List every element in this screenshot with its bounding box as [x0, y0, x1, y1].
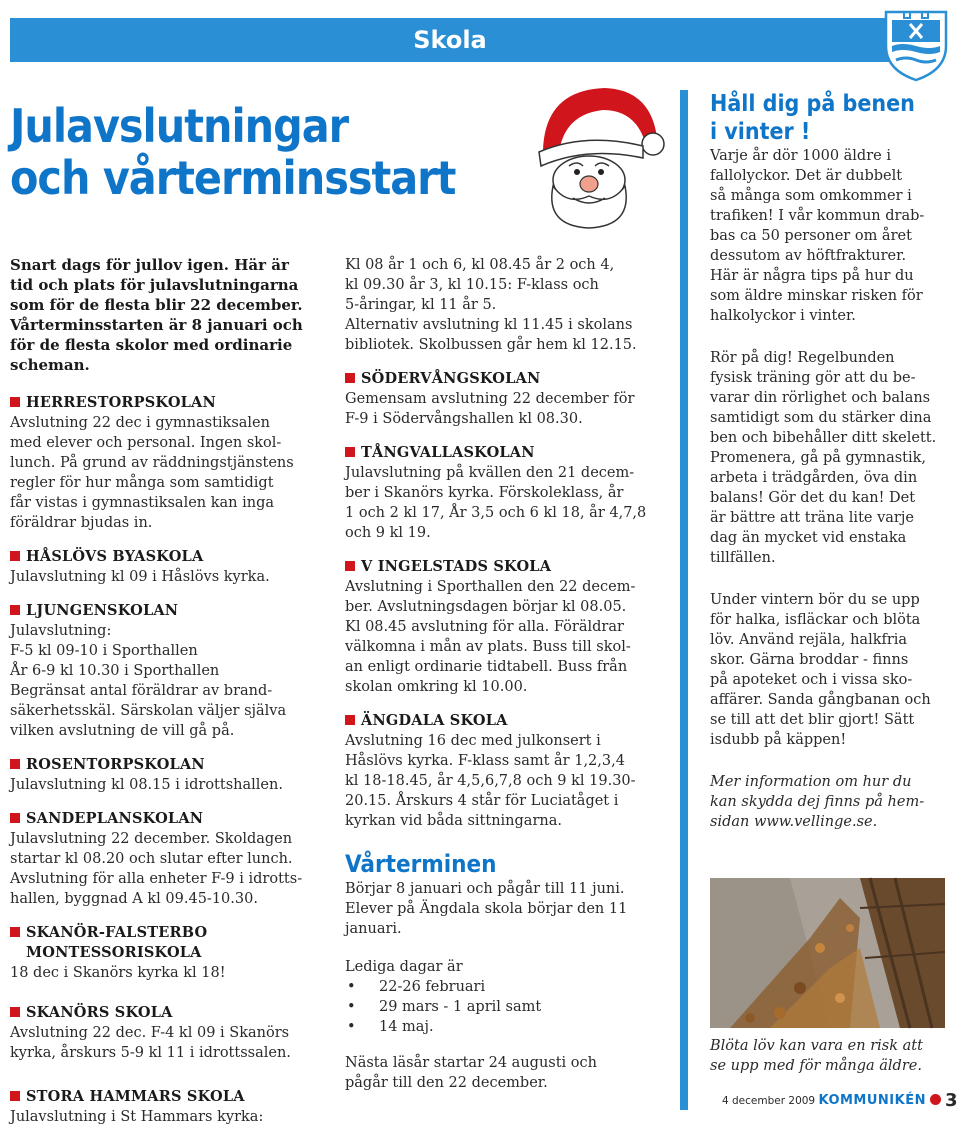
- text-line: Avslutning 22 dec. F-4 kl 09 i Skanörs: [10, 1025, 290, 1041]
- more-info-paragraph: [710, 772, 950, 832]
- text-line: Kl 08.45 avslutning för alla. Föräldrar: [345, 619, 624, 635]
- text-line: kyrkan vid båda sittningarna.: [345, 813, 562, 829]
- nasta-lasar-paragraph: [345, 1053, 665, 1093]
- text-line: startar kl 08.20 och slutar efter lunch.: [10, 851, 293, 867]
- text-line: Avslutning 16 dec med julkonsert i: [345, 733, 601, 749]
- list-item: • 29 mars - 1 april samt: [345, 997, 665, 1017]
- text-line: Promenera, gå på gymnastik,: [710, 450, 927, 466]
- lediga-dagar-label: Lediga dagar är: [345, 959, 463, 975]
- text-line: Julavslutning kl 08.15 i idrottshallen.: [10, 777, 283, 793]
- varterminen-paragraph: [345, 879, 665, 939]
- school-title: HERRESTORPSKOLAN: [10, 393, 310, 413]
- school-title: HÅSLÖVS BYASKOLA: [10, 547, 310, 567]
- text-line: med elever och personal. Ingen skol-: [10, 435, 282, 451]
- text-line: F-5 kl 09-10 i Sporthallen: [10, 643, 198, 659]
- text-line: Under vintern bör du se upp: [710, 592, 920, 608]
- text-line: på apoteket och i vissa sko-: [710, 672, 913, 688]
- text-line: lunch. På grund av räddningstjänstens: [10, 455, 294, 471]
- text-line: kl 09.30 år 3, kl 10.15: F-klass och: [345, 277, 599, 293]
- school-title: LJUNGENSKOLAN: [10, 601, 310, 621]
- school-title-line: MONTESSORISKOLA: [26, 944, 202, 961]
- text-line: balans! Gör det du kan! Det: [710, 490, 916, 506]
- text-line: Julavslutning på kvällen den 21 decem-: [345, 465, 635, 481]
- text-line: hallen, byggnad A kl 09.45-10.30.: [10, 891, 258, 907]
- text-line: se upp med för många äldre.: [710, 1058, 922, 1074]
- school-section-rosentorp: [10, 755, 310, 795]
- text-line: Avslutning i Sporthallen den 22 decem-: [345, 579, 636, 595]
- varterminen-heading: Vårterminen: [345, 850, 497, 878]
- text-line: isdubb på käppen!: [710, 732, 847, 748]
- text-line: trafiken! I vår kommun drab-: [710, 208, 925, 224]
- red-square-bullet-icon: [345, 373, 355, 383]
- heading-line: Håll dig på benen: [710, 91, 915, 117]
- school-title: TÅNGVALLASKOLAN: [345, 443, 665, 463]
- red-square-bullet-icon: [10, 927, 20, 937]
- text-line: för de flesta skolor med ordinarie: [10, 336, 293, 354]
- text-line: Blöta löv kan vara en risk att: [710, 1038, 923, 1054]
- text-line: År 6-9 kl 10.30 i Sporthallen: [10, 663, 220, 679]
- text-line: sidan www.vellinge.se.: [710, 814, 878, 830]
- text-line: 5-åringar, kl 11 år 5.: [345, 297, 497, 313]
- text-line: 1 och 2 kl 17, År 3,5 och 6 kl 18, år 4,7,8: [345, 505, 647, 521]
- continued-paragraph: [345, 255, 665, 355]
- text-line: bas ca 50 personer om året: [710, 228, 912, 244]
- text-line: säkerhetsskäl. Särskolan väljer själva: [10, 703, 287, 719]
- text-line: välkomna i mån av plats. Buss till skol-: [345, 639, 631, 655]
- red-dot-icon: [930, 1094, 941, 1105]
- red-square-bullet-icon: [10, 759, 20, 769]
- text-line: Avslutning för alla enheter F-9 i idrotts-: [10, 871, 303, 887]
- text-line: Julavslutning 22 december. Skoldagen: [10, 831, 293, 847]
- school-title: SKANÖRS SKOLA: [10, 1003, 310, 1023]
- text-line: ber i Skanörs kyrka. Förskoleklass, år: [345, 485, 624, 501]
- text-line: tid och plats för julavslutningarna: [10, 276, 299, 294]
- text-line: och 9 kl 19.: [345, 525, 431, 541]
- left-column: [10, 255, 310, 1127]
- text-line: Här är några tips på hur du: [710, 268, 914, 284]
- school-title: SKANÖR-FALSTERBO: [10, 923, 310, 943]
- list-item: • 22-26 februari: [345, 977, 665, 997]
- text-line: affärer. Sanda gångbanan och: [710, 692, 931, 708]
- sidebar-paragraph: [710, 146, 950, 326]
- text-line: fysisk träning gör att du be-: [710, 370, 916, 386]
- school-section-haslovs: [10, 547, 310, 587]
- school-section-tangvalla: [345, 443, 665, 543]
- list-item: • 14 maj.: [345, 1017, 665, 1037]
- text-line: kyrka, årskurs 5-9 kl 11 i idrottssalen.: [10, 1045, 291, 1061]
- text-line: för halka, isfläckar och blöta: [710, 612, 921, 628]
- red-square-bullet-icon: [10, 551, 20, 561]
- school-section-stora-hammars: [10, 1087, 310, 1127]
- text-line: dag än mycket vid enstaka: [710, 530, 907, 546]
- column-divider: [680, 90, 688, 1110]
- text-line: som för de flesta blir 22 december.: [10, 296, 303, 314]
- text-line: ben och bibehåller ditt skelett.: [710, 430, 937, 446]
- school-section-ljungen: [10, 601, 310, 741]
- photo-caption: [710, 1036, 950, 1076]
- text-line: Vårterminsstarten är 8 januari och: [10, 316, 303, 334]
- text-line: Julavslutning i St Hammars kyrka:: [10, 1109, 264, 1125]
- text-line: kan skydda dej finns på hem-: [710, 794, 925, 810]
- school-section-sodervang: [345, 369, 665, 429]
- school-title: ROSENTORPSKOLAN: [10, 755, 310, 775]
- text-line: kl 18-18.45, år 4,5,6,7,8 och 9 kl 19.30-: [345, 773, 636, 789]
- text-line: Börjar 8 januari och pågår till 11 juni.: [345, 881, 625, 897]
- text-line: Gemensam avslutning 22 december för: [345, 391, 635, 407]
- headline-line: Julavslutningar: [10, 99, 349, 153]
- text-line: löv. Använd rejäla, halkfria: [710, 632, 908, 648]
- headline-line: och vårterminsstart: [10, 151, 456, 205]
- text-line: tillfällen.: [710, 550, 776, 566]
- text-line: Julavslutning kl 09 i Håslövs kyrka.: [10, 569, 270, 585]
- red-square-bullet-icon: [345, 561, 355, 571]
- text-line: 18 dec i Skanörs kyrka kl 18!: [10, 965, 226, 981]
- red-square-bullet-icon: [10, 605, 20, 615]
- text-line: skor. Gärna broddar - finns: [710, 652, 909, 668]
- footer-brand: KOMMUNIKÉN: [818, 1093, 926, 1108]
- text-line: samtidigt som du stärker dina: [710, 410, 932, 426]
- text-line: varar din rörlighet och balans: [710, 390, 931, 406]
- text-line: Nästa läsår startar 24 augusti och: [345, 1055, 597, 1071]
- text-line: halkolyckor i vinter.: [710, 308, 856, 324]
- text-line: Rör på dig! Regelbunden: [710, 350, 895, 366]
- text-line: Julavslutning:: [10, 623, 112, 639]
- text-line: januari.: [345, 921, 402, 937]
- school-section-angdala: [345, 711, 665, 831]
- red-square-bullet-icon: [345, 715, 355, 725]
- text-line: skolan omkring kl 10.00.: [345, 679, 528, 695]
- wet-leaves-photo: [710, 878, 945, 1028]
- text-line: regler för hur många som samtidigt: [10, 475, 274, 491]
- article-headline: [10, 100, 455, 204]
- sidebar-heading: [710, 90, 950, 146]
- red-square-bullet-icon: [10, 1007, 20, 1017]
- section-header-bar: [10, 18, 890, 62]
- text-line: föräldrar bjudas in.: [10, 515, 153, 531]
- municipal-crest-icon: [882, 6, 950, 82]
- page-number: 3: [944, 1090, 958, 1111]
- text-line: pågår till den 22 december.: [345, 1075, 548, 1091]
- santa-claus-illustration: [525, 80, 665, 230]
- text-line: bibliotek. Skolbussen går hem kl 12.15.: [345, 337, 637, 353]
- text-line: arbeta i trädgården, öva din: [710, 470, 918, 486]
- school-title: STORA HAMMARS SKOLA: [10, 1087, 310, 1107]
- school-title: ÄNGDALA SKOLA: [345, 711, 665, 731]
- text-line: vilken avslutning de vill gå på.: [10, 723, 235, 739]
- text-line: Håslövs kyrka. F-klass samt år 1,2,3,4: [345, 753, 625, 769]
- red-square-bullet-icon: [10, 813, 20, 823]
- text-line: se till att det blir gjort! Sätt: [710, 712, 915, 728]
- heading-line: i vinter !: [710, 119, 811, 145]
- section-title: Skola: [413, 26, 487, 54]
- school-section-herrestorp: [10, 393, 310, 533]
- text-line: an enligt ordinarie tidtabell. Buss från: [345, 659, 628, 675]
- footer-date: 4 december 2009: [722, 1095, 816, 1107]
- text-line: får vistas i gymnastiksalen kan inga: [10, 495, 275, 511]
- school-section-skanors-skola: [10, 1003, 310, 1063]
- text-line: som äldre minskar risken för: [710, 288, 923, 304]
- text-line: Alternativ avslutning kl 11.45 i skolans: [345, 317, 633, 333]
- school-title: SANDEPLANSKOLAN: [10, 809, 310, 829]
- red-square-bullet-icon: [10, 397, 20, 407]
- text-line: fallolyckor. Det är dubbelt: [710, 168, 903, 184]
- text-line: dessutom av höftfrakturer.: [710, 248, 907, 264]
- text-line: Avslutning 22 dec i gymnastiksalen: [10, 415, 270, 431]
- text-line: så många som omkommer i: [710, 188, 912, 204]
- text-line: ber. Avslutningsdagen börjar kl 08.05.: [345, 599, 627, 615]
- lediga-dagar-list: [345, 977, 665, 1037]
- text-line: scheman.: [10, 356, 90, 374]
- right-column: [710, 90, 950, 832]
- text-line: 20.15. Årskurs 4 står för Luciatåget i: [345, 793, 619, 809]
- sidebar-paragraph: [710, 590, 950, 750]
- text-line: F-9 i Södervångshallen kl 08.30.: [345, 411, 583, 427]
- red-square-bullet-icon: [345, 447, 355, 457]
- school-section-skanor-falsterbo: [10, 923, 310, 983]
- school-section-sandeplan: [10, 809, 310, 909]
- sidebar-paragraph: [710, 348, 950, 568]
- red-square-bullet-icon: [10, 1091, 20, 1101]
- page-footer: [722, 1090, 958, 1111]
- text-line: Begränsat antal föräldrar av brand-: [10, 683, 273, 699]
- text-line: Kl 08 år 1 och 6, kl 08.45 år 2 och 4,: [345, 257, 615, 273]
- text-line: Mer information om hur du: [710, 774, 912, 790]
- middle-column: [345, 255, 665, 1093]
- text-line: Snart dags för jullov igen. Här är: [10, 256, 289, 274]
- school-title: V INGELSTADS SKOLA: [345, 557, 665, 577]
- intro-paragraph: [10, 255, 310, 375]
- school-section-v-ingelstads: [345, 557, 665, 697]
- text-line: Varje år dör 1000 äldre i: [710, 148, 891, 164]
- school-title: SÖDERVÅNGSKOLAN: [345, 369, 665, 389]
- text-line: Elever på Ängdala skola börjar den 11: [345, 901, 628, 917]
- text-line: är bättre att träna lite varje: [710, 510, 914, 526]
